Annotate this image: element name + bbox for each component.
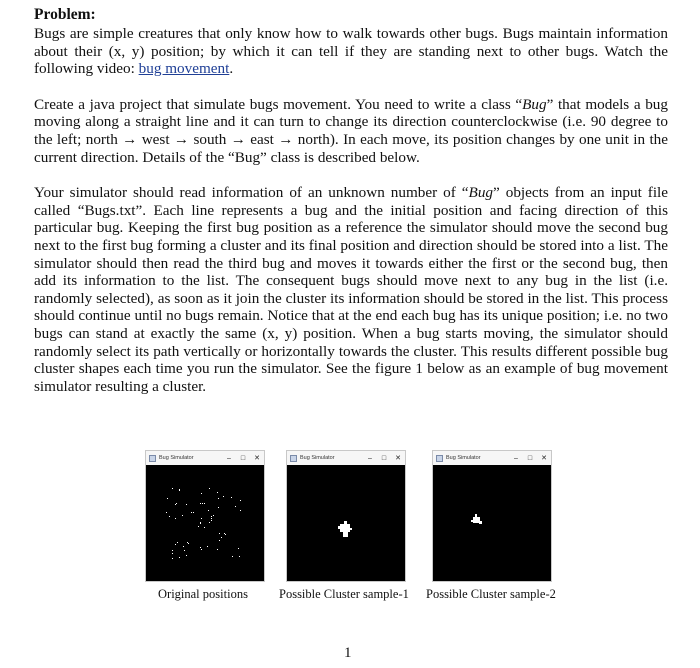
problem-heading: Problem: xyxy=(34,6,96,23)
bug-dot xyxy=(218,507,219,508)
bug-dot xyxy=(186,555,187,556)
bug-cluster xyxy=(343,531,348,537)
bug-dot xyxy=(213,515,214,516)
bug-dot xyxy=(179,489,180,490)
app-icon xyxy=(290,455,297,462)
bug-dot xyxy=(201,518,202,519)
window-titlebar xyxy=(287,451,405,465)
bug-dot xyxy=(186,504,187,505)
bug-dot xyxy=(172,550,173,551)
minimize-icon[interactable]: – xyxy=(514,454,518,462)
bug-dot xyxy=(225,534,226,535)
window-title: Bug Simulator xyxy=(446,455,481,461)
bug-dot xyxy=(207,546,208,547)
bug-dot xyxy=(209,522,210,523)
bug-dot xyxy=(200,547,201,548)
close-icon[interactable]: ✕ xyxy=(254,455,260,462)
bug-dot xyxy=(175,504,176,505)
close-icon[interactable]: ✕ xyxy=(541,455,547,462)
bug-cluster xyxy=(475,514,477,517)
bug-canvas-original xyxy=(146,465,264,581)
bug-cluster xyxy=(338,526,341,529)
bug-dot xyxy=(204,527,205,528)
bug-dot xyxy=(175,544,176,545)
bug-dot xyxy=(193,512,194,513)
bug-dot xyxy=(240,500,241,501)
intro-text: Bugs are simple creatures that only know how to walk towards other bugs. Bugs maintain information about their (x, y) position; by which it can tell if they are standing next to other bugs. Watch the following video: xyxy=(34,25,668,78)
bug-dot xyxy=(172,558,173,559)
bug-dot xyxy=(219,533,220,534)
window-title: Bug Simulator xyxy=(159,455,194,461)
bug-dot xyxy=(191,512,192,513)
caption-cluster-1: Possible Cluster sample-1 xyxy=(279,587,409,601)
bug-cluster xyxy=(479,521,482,524)
caption-cluster-2: Possible Cluster sample-2 xyxy=(426,587,556,601)
simulator-window-cluster-1 xyxy=(286,450,406,582)
task-text-1: Create a java project that simulate bugs movement. You need to write a class “ xyxy=(34,95,523,113)
simulator-window-original xyxy=(145,450,265,582)
bug-dot xyxy=(176,503,177,504)
maximize-icon[interactable]: □ xyxy=(527,454,533,462)
minimize-icon[interactable]: – xyxy=(368,454,372,462)
bug-dot xyxy=(239,556,240,557)
bug-dot xyxy=(221,537,222,538)
bug-dot xyxy=(202,503,203,504)
bug-dot xyxy=(208,510,209,511)
bug-dot xyxy=(232,556,233,557)
bug-dot xyxy=(218,498,219,499)
paragraph-intro xyxy=(34,25,668,78)
bug-dot xyxy=(177,542,178,543)
sim-text-2: ” objects from an input file called “Bugs.txt”. Each line represents a bug and the initial position and facing direction of this particular bug. Keeping the first bug position as a reference the simulator should move the second bug next to the first bug forming a cluster and its final position and direction should be stored into a list. The simulator should then read the third bug and moves it towards either the first or the second bug, then add its information to the list. The consequent bugs should move next to any bug in the list (i.e. randomly selected), as soon as it join the cluster its information should be stored in the list. This process should continue until no bugs remain. Notice that at the end each bug has its unique position; i.e. no two bugs can stand at exactly the same (x, y) position. When a bug starts moving, the simulator should randomly select its path vertically or horizontally towards the cluster. This results different possible bug cluster shapes each time you run the simulator. See the figure 1 below as an example of bug movement simulator resulting a cluster. xyxy=(34,184,669,395)
bug-class-name: Bug xyxy=(522,95,547,113)
paragraph-simulator xyxy=(34,184,668,395)
window-titlebar xyxy=(146,451,264,465)
app-icon xyxy=(149,455,156,462)
bug-dot xyxy=(204,503,205,504)
app-icon xyxy=(436,455,443,462)
bug-dot xyxy=(183,546,184,547)
intro-end: . xyxy=(229,60,234,78)
page-number: 1 xyxy=(344,645,352,661)
bug-cluster xyxy=(471,520,474,522)
bug-cluster xyxy=(344,521,347,524)
bug-dot xyxy=(167,498,168,499)
minimize-icon[interactable]: – xyxy=(227,454,231,462)
simulator-window-cluster-2 xyxy=(432,450,552,582)
bug-dot xyxy=(209,488,210,489)
bug-dot xyxy=(179,557,180,558)
bug-dot xyxy=(198,526,199,527)
bug-dot xyxy=(217,492,218,493)
bug-dot xyxy=(235,506,236,507)
bug-dot xyxy=(200,522,201,523)
maximize-icon[interactable]: □ xyxy=(240,454,246,462)
caption-original: Original positions xyxy=(158,587,248,601)
bug-dot xyxy=(211,520,212,521)
sim-text-1: Your simulator should read information of an unknown number of “ xyxy=(34,184,469,202)
bug-dot xyxy=(240,510,241,511)
document-body xyxy=(34,6,668,395)
bug-dot xyxy=(211,516,212,517)
bug-dot xyxy=(166,512,167,513)
bug-dot xyxy=(182,515,183,516)
bug-dot xyxy=(169,516,170,517)
bug-dot xyxy=(188,543,189,544)
bug-dot xyxy=(201,493,202,494)
bug-dot xyxy=(217,549,218,550)
bug-canvas-cluster-2 xyxy=(433,465,551,581)
bug-dot xyxy=(200,503,201,504)
bug-dot xyxy=(231,497,232,498)
bug-dot xyxy=(238,548,239,549)
bug-dot xyxy=(224,533,225,534)
paragraph-task xyxy=(34,96,668,166)
bug-dot xyxy=(201,549,202,550)
bug-movement-link[interactable]: bug movement xyxy=(138,60,230,78)
bug-cluster xyxy=(349,528,352,530)
bug-dot xyxy=(172,553,173,554)
bug-dot xyxy=(187,542,188,543)
bug-dot xyxy=(223,496,224,497)
bug-dot xyxy=(172,488,173,489)
bug-dot xyxy=(179,490,180,491)
bug-canvas-cluster-1 xyxy=(287,465,405,581)
bug-dot xyxy=(175,518,176,519)
bug-dot xyxy=(211,518,212,519)
bug-dot xyxy=(219,540,220,541)
window-title: Bug Simulator xyxy=(300,455,335,461)
maximize-icon[interactable]: □ xyxy=(381,454,387,462)
bug-dot xyxy=(200,523,201,524)
bug-dot xyxy=(184,550,185,551)
close-icon[interactable]: ✕ xyxy=(395,455,401,462)
bug-class-name-2: Bug xyxy=(468,184,494,202)
window-titlebar xyxy=(433,451,551,465)
task-text-2: ” that models a bug moving along a straight line and it can turn to change its direction counterclockwise (i.e. 90 degree to the left; north → west → south → east → north). In each move, its position changes by one unit in the current direction. Details of the “Bug” class is described below. xyxy=(34,95,668,166)
